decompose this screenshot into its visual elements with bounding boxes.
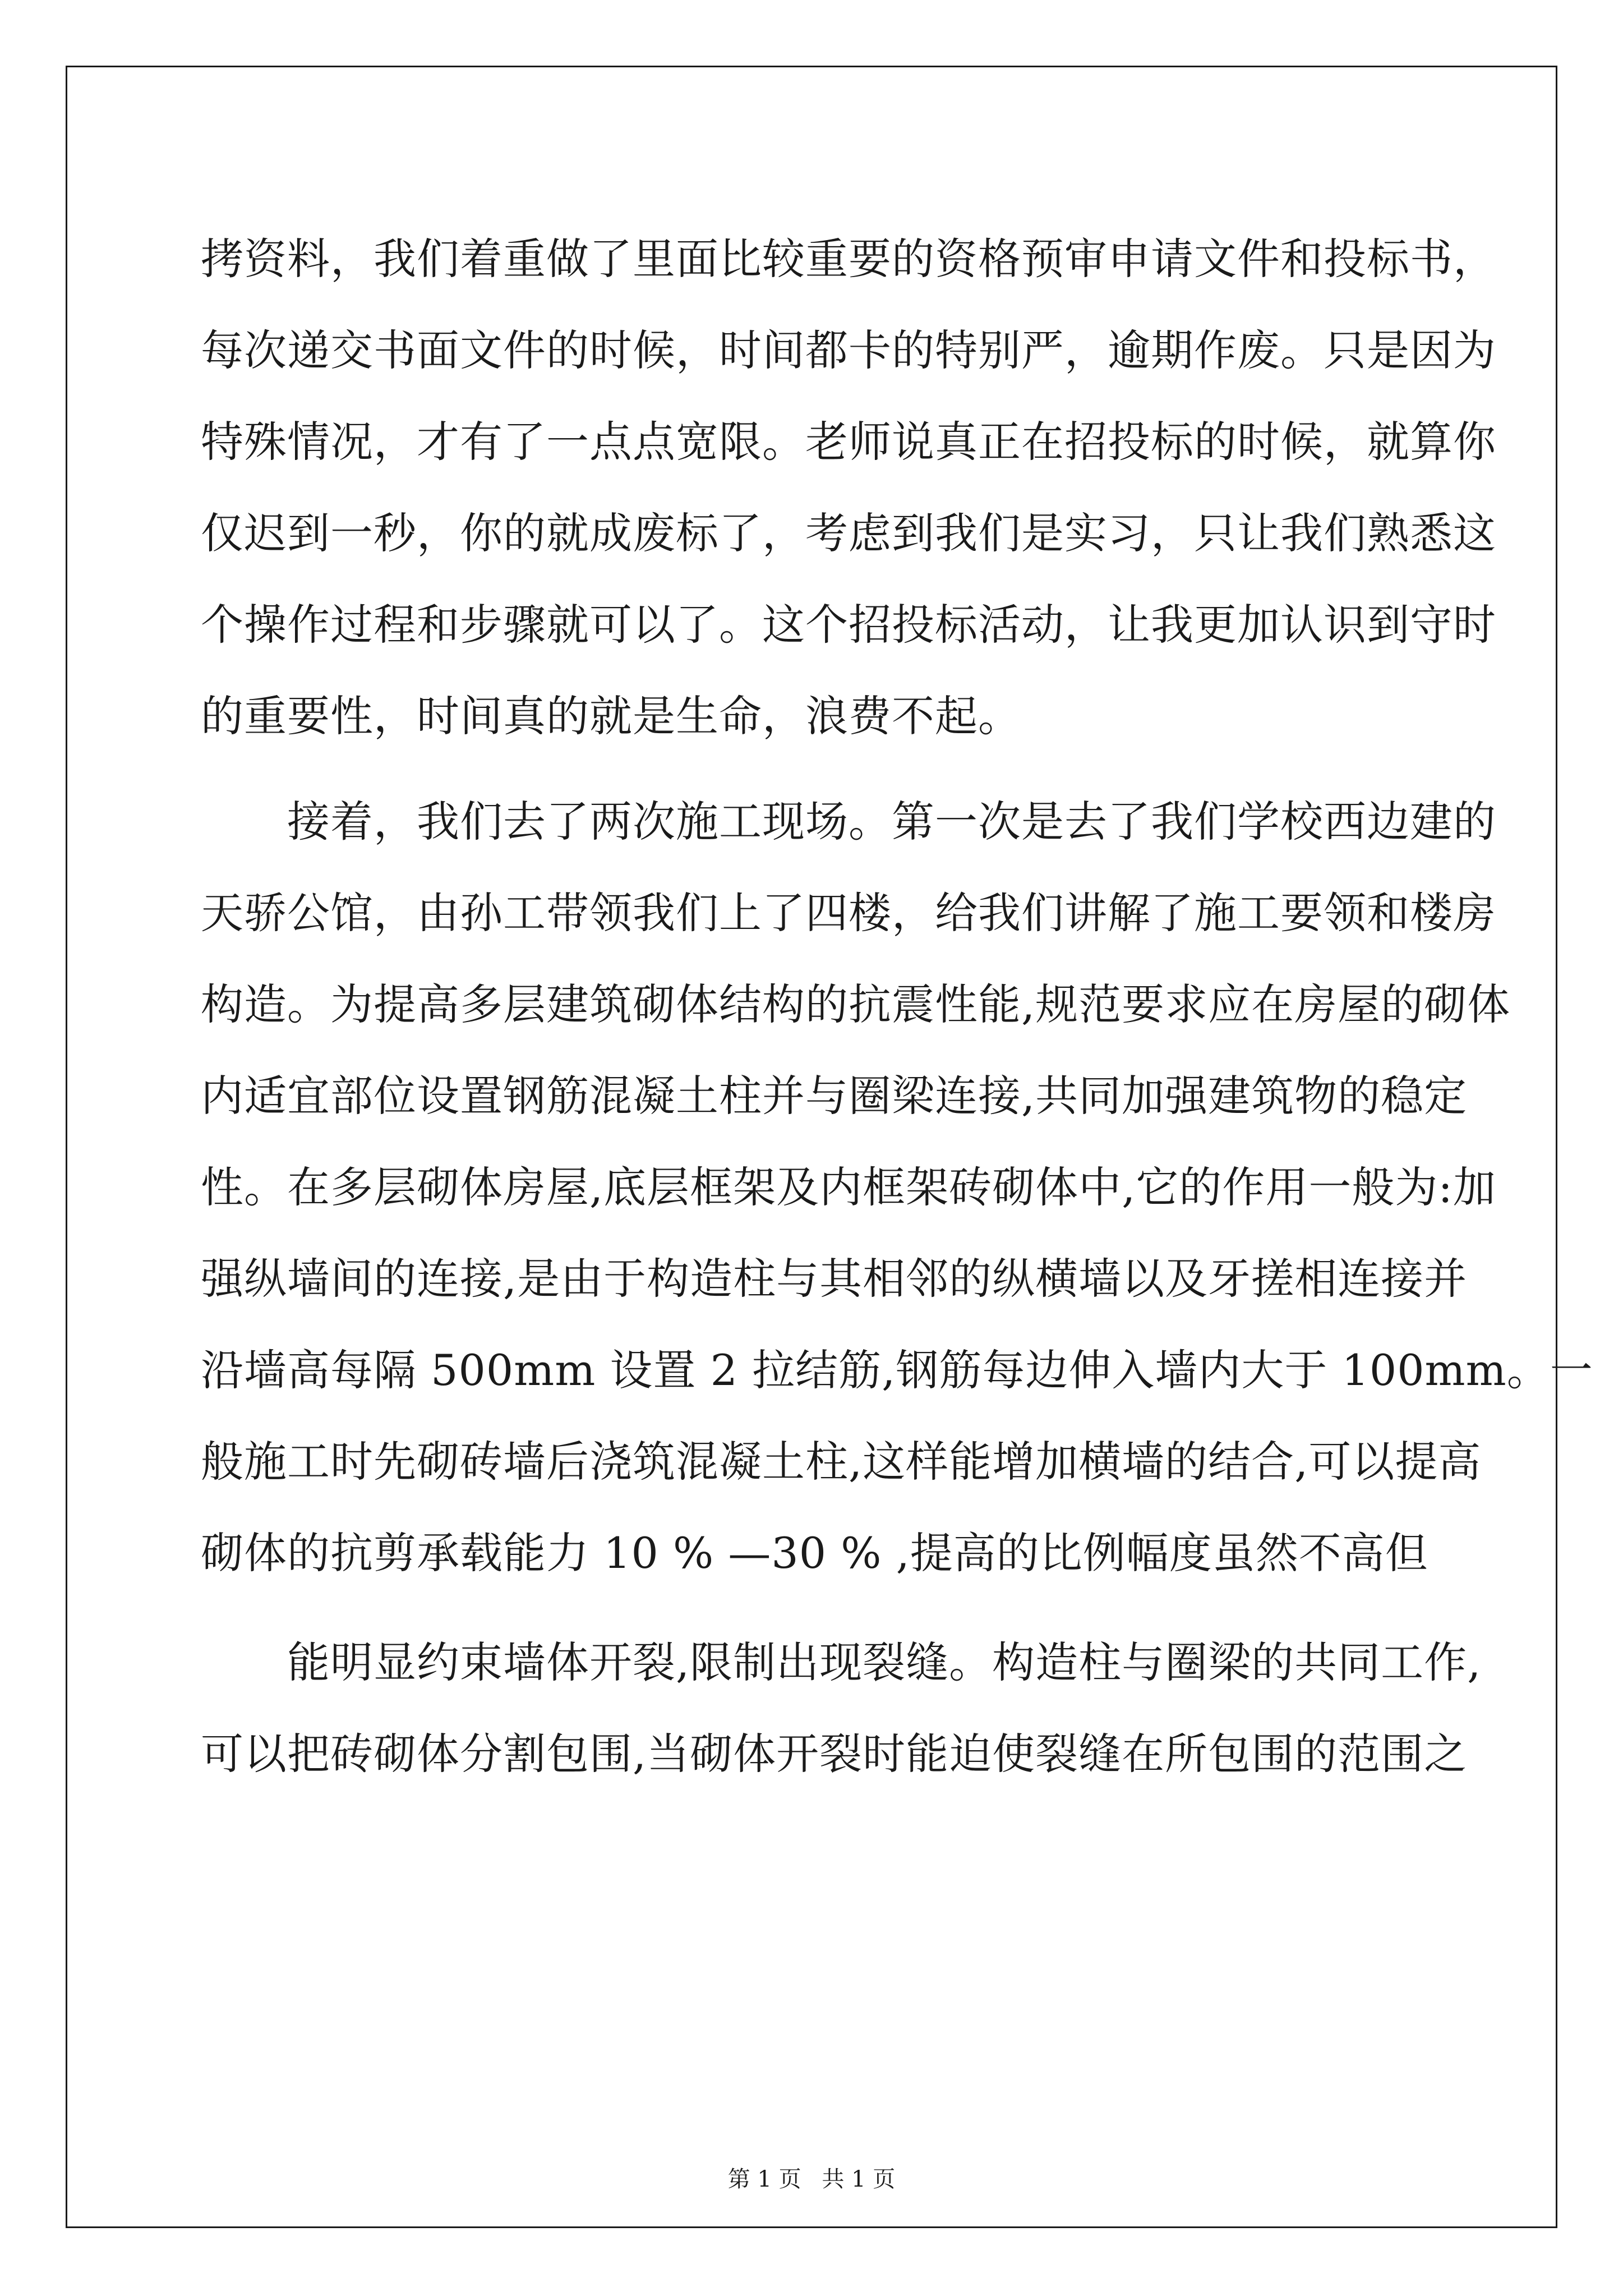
text-line: 接着，我们去了两次施工现场。第一次是去了我们学校西边建的 [201,797,1496,846]
text-line: 仅迟到一秒，你的就成废标了，考虑到我们是实习，只让我们熟悉这 [201,508,1496,558]
text-line: 沿墙高每隔 500mm 设置 2 拉结筋,钢筋每边伸入墙内大于 100mm。一 [201,1345,1593,1395]
text-line: 天骄公馆，由孙工带领我们上了四楼，给我们讲解了施工要领和楼房 [201,888,1496,938]
page-footer [0,2162,1623,2196]
text-line: 构造。为提高多层建筑砌体结构的抗震性能,规范要求应在房屋的砌体 [201,979,1511,1029]
text-line: 强纵墙间的连接,是由于构造柱与其相邻的纵横墙以及牙搓相连接并 [201,1254,1468,1304]
text-line: 能明显约束墙体开裂,限制出现裂缝。构造柱与圈梁的共同工作, [201,1637,1482,1687]
text-line: 每次递交书面文件的时候，时间都卡的特别严，逾期作废。只是因为 [201,325,1496,375]
text-line: 砌体的抗剪承载能力 10 % —30 % ,提高的比例幅度虽然不高但 [201,1528,1428,1578]
document-body [201,213,1593,1800]
page-number: 第 1 页 [727,2166,801,2192]
text-line: 的重要性，时间真的就是生命，浪费不起。 [201,691,1021,741]
page-total: 共 1 页 [822,2166,896,2192]
text-line: 个操作过程和步骤就可以了。这个招投标活动，让我更加认识到守时 [201,600,1496,650]
text-line: 特殊情况，才有了一点点宽限。老师说真正在招投标的时候，就算你 [201,417,1496,467]
text-line: 可以把砖砌体分割包围,当砌体开裂时能迫使裂缝在所包围的范围之 [201,1729,1468,1779]
text-line: 拷资料，我们着重做了里面比较重要的资格预审申请文件和投标书， [201,234,1496,284]
text-line: 性。在多层砌体房屋,底层框架及内框架砖砌体中,它的作用一般为:加 [201,1162,1496,1212]
text-line: 般施工时先砌砖墙后浇筑混凝土柱,这样能增加横墙的结合,可以提高 [201,1437,1482,1487]
text-line: 内适宜部位设置钢筋混凝土柱并与圈梁连接,共同加强建筑物的稳定 [201,1071,1468,1121]
